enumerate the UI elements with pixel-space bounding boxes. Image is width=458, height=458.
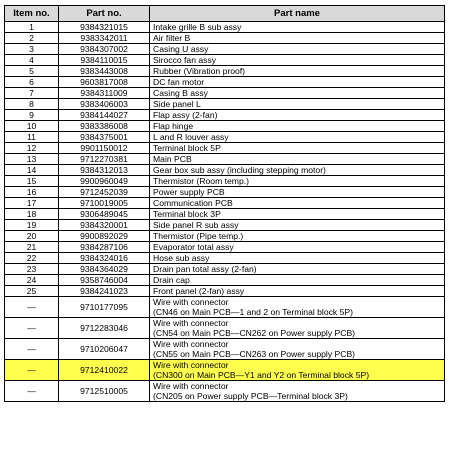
item-no-cell: 24 — [5, 275, 59, 286]
table-row — [5, 209, 445, 220]
header-row — [5, 6, 445, 22]
table-row — [5, 253, 445, 264]
part-no-cell: 9384311009 — [59, 88, 150, 99]
part-name-cell — [150, 88, 445, 99]
table-row — [5, 176, 445, 187]
part-name-cell — [150, 154, 445, 165]
part-name-line: Casing U assy — [153, 44, 209, 54]
table-row — [5, 77, 445, 88]
part-name-line: Drain cap — [153, 275, 190, 285]
table-row — [5, 165, 445, 176]
part-name-cell — [150, 77, 445, 88]
part-name-cell — [150, 381, 445, 402]
part-name-cell — [150, 121, 445, 132]
part-no-cell: 9384241023 — [59, 286, 150, 297]
item-no-cell: 8 — [5, 99, 59, 110]
part-name-line: Thermistor (Room temp.) — [153, 176, 249, 186]
part-name-cell — [150, 176, 445, 187]
item-no-cell: 5 — [5, 66, 59, 77]
table-row — [5, 242, 445, 253]
item-no-cell: 12 — [5, 143, 59, 154]
item-no-cell: 20 — [5, 231, 59, 242]
part-name-cell — [150, 220, 445, 231]
part-no-cell: 9710177095 — [59, 297, 150, 318]
item-no-cell: 4 — [5, 55, 59, 66]
table-row — [5, 22, 445, 33]
table-row — [5, 275, 445, 286]
part-no-cell: 9712283046 — [59, 318, 150, 339]
table-row — [5, 381, 445, 402]
table-row — [5, 66, 445, 77]
item-no-cell: 13 — [5, 154, 59, 165]
part-name-line: Wire with connector — [153, 297, 229, 307]
part-name-cell — [150, 339, 445, 360]
part-name-cell — [150, 198, 445, 209]
part-name-line: Side panel L — [153, 99, 201, 109]
part-name-cell — [150, 242, 445, 253]
table-row — [5, 44, 445, 55]
table-row — [5, 339, 445, 360]
part-name-cell — [150, 132, 445, 143]
part-name-cell — [150, 286, 445, 297]
part-name-line: Sirocco fan assy — [153, 55, 217, 65]
item-no-cell: 2 — [5, 33, 59, 44]
part-no-cell: 9384364029 — [59, 264, 150, 275]
part-name-cell — [150, 264, 445, 275]
item-no-cell: 15 — [5, 176, 59, 187]
part-no-cell: 9384144027 — [59, 110, 150, 121]
item-no-cell: 6 — [5, 77, 59, 88]
parts-list — [4, 5, 445, 402]
part-no-cell: 9383386008 — [59, 121, 150, 132]
table-row — [5, 286, 445, 297]
header-part-no: Part no. — [59, 6, 150, 22]
part-name-line: Flap hinge — [153, 121, 194, 131]
table-body — [5, 22, 445, 402]
table-row — [5, 318, 445, 339]
table-row — [5, 154, 445, 165]
part-name-line: Communication PCB — [153, 198, 233, 208]
part-name-line: Casing B assy — [153, 88, 208, 98]
part-name-cell — [150, 187, 445, 198]
part-no-cell: 9384110015 — [59, 55, 150, 66]
part-name-line: Front panel (2-fan) assy — [153, 286, 245, 296]
part-name-detail: (CN54 on Main PCB—CN262 on Power supply PCB) — [153, 328, 356, 338]
item-no-cell: — — [5, 339, 59, 360]
part-name-cell — [150, 110, 445, 121]
item-no-cell: 7 — [5, 88, 59, 99]
header-part-name: Part name — [150, 6, 445, 22]
part-name-cell — [150, 165, 445, 176]
part-no-cell: 9603817008 — [59, 77, 150, 88]
part-no-cell: 9712452039 — [59, 187, 150, 198]
table-row — [5, 220, 445, 231]
part-name-detail: (CN55 on Main PCB—CN263 on Power supply PCB) — [153, 349, 356, 359]
part-name-line: Wire with connector — [153, 318, 229, 328]
part-no-cell: 9384312013 — [59, 165, 150, 176]
item-no-cell: 22 — [5, 253, 59, 264]
part-name-line: Rubber (Vibration proof) — [153, 66, 246, 76]
table-row — [5, 132, 445, 143]
item-no-cell: 19 — [5, 220, 59, 231]
part-no-cell: 9383342011 — [59, 33, 150, 44]
part-name-cell — [150, 253, 445, 264]
part-no-cell: 9384324016 — [59, 253, 150, 264]
item-no-cell: 23 — [5, 264, 59, 275]
part-no-cell: 9712410022 — [59, 360, 150, 381]
item-no-cell: — — [5, 297, 59, 318]
part-name-cell — [150, 66, 445, 77]
part-name-line: Wire with connector — [153, 339, 229, 349]
table-row — [5, 33, 445, 44]
item-no-cell: 18 — [5, 209, 59, 220]
part-no-cell: 9901150012 — [59, 143, 150, 154]
part-name-line: Drain pan total assy (2-fan) — [153, 264, 257, 274]
part-no-cell: 9712270381 — [59, 154, 150, 165]
item-no-cell: 11 — [5, 132, 59, 143]
part-name-line: Evaporator total assy — [153, 242, 234, 252]
part-no-cell: 9383443008 — [59, 66, 150, 77]
part-name-detail: (CN46 on Main PCB—1 and 2 on Terminal block 5P) — [153, 307, 353, 317]
table-row — [5, 99, 445, 110]
item-no-cell: 1 — [5, 22, 59, 33]
part-no-cell: 9712510005 — [59, 381, 150, 402]
part-name-cell — [150, 55, 445, 66]
part-name-detail: (CN300 on Main PCB—Y1 and Y2 on Terminal block 5P) — [153, 370, 370, 380]
table-row — [5, 110, 445, 121]
item-no-cell: 21 — [5, 242, 59, 253]
item-no-cell: 9 — [5, 110, 59, 121]
item-no-cell: — — [5, 318, 59, 339]
part-no-cell: 9710019005 — [59, 198, 150, 209]
part-no-cell: 9710206047 — [59, 339, 150, 360]
part-name-line: L and R louver assy — [153, 132, 229, 142]
item-no-cell: 14 — [5, 165, 59, 176]
item-no-cell: 17 — [5, 198, 59, 209]
table-row — [5, 88, 445, 99]
part-name-cell — [150, 33, 445, 44]
table-row — [5, 297, 445, 318]
part-no-cell: 9384375001 — [59, 132, 150, 143]
table-row — [5, 121, 445, 132]
part-name-line: Wire with connector — [153, 360, 229, 370]
item-no-cell: 3 — [5, 44, 59, 55]
part-name-cell — [150, 275, 445, 286]
part-no-cell: 9358746004 — [59, 275, 150, 286]
part-no-cell: 9900960049 — [59, 176, 150, 187]
part-name-cell — [150, 22, 445, 33]
part-name-line: Power supply PCB — [153, 187, 225, 197]
item-no-cell: — — [5, 360, 59, 381]
part-no-cell: 9384320001 — [59, 220, 150, 231]
table-row — [5, 55, 445, 66]
item-no-cell: 10 — [5, 121, 59, 132]
part-name-line: Intake grille B sub assy — [153, 22, 242, 32]
part-no-cell: 9384287106 — [59, 242, 150, 253]
part-name-line: Side panel R sub assy — [153, 220, 239, 230]
part-name-cell — [150, 360, 445, 381]
part-name-line: Main PCB — [153, 154, 192, 164]
part-name-cell — [150, 297, 445, 318]
table-row — [5, 360, 445, 381]
part-name-line: Thermistor (Pipe temp.) — [153, 231, 244, 241]
part-name-line: Air filter B — [153, 33, 191, 43]
parts-table — [4, 5, 445, 402]
part-name-line: Gear box sub assy (including stepping motor) — [153, 165, 326, 175]
part-name-cell — [150, 231, 445, 242]
table-row — [5, 143, 445, 154]
part-no-cell: 9383406003 — [59, 99, 150, 110]
part-name-cell — [150, 99, 445, 110]
part-no-cell: 9900892029 — [59, 231, 150, 242]
header-item-no: Item no. — [5, 6, 59, 22]
part-no-cell: 9384307002 — [59, 44, 150, 55]
part-name-cell — [150, 44, 445, 55]
part-name-line: Wire with connector — [153, 381, 229, 391]
part-name-line: Flap assy (2-fan) — [153, 110, 218, 120]
table-row — [5, 264, 445, 275]
table-row — [5, 198, 445, 209]
part-name-cell — [150, 209, 445, 220]
item-no-cell: 25 — [5, 286, 59, 297]
item-no-cell: — — [5, 381, 59, 402]
part-name-detail: (CN205 on Power supply PCB—Terminal block 3P) — [153, 391, 348, 401]
part-no-cell: 9306489045 — [59, 209, 150, 220]
table-row — [5, 231, 445, 242]
part-name-line: DC fan motor — [153, 77, 205, 87]
part-no-cell: 9384321015 — [59, 22, 150, 33]
part-name-cell — [150, 318, 445, 339]
part-name-cell — [150, 143, 445, 154]
part-name-line: Terminal block 5P — [153, 143, 221, 153]
table-row — [5, 187, 445, 198]
part-name-line: Terminal block 3P — [153, 209, 221, 219]
item-no-cell: 16 — [5, 187, 59, 198]
part-name-line: Hose sub assy — [153, 253, 210, 263]
